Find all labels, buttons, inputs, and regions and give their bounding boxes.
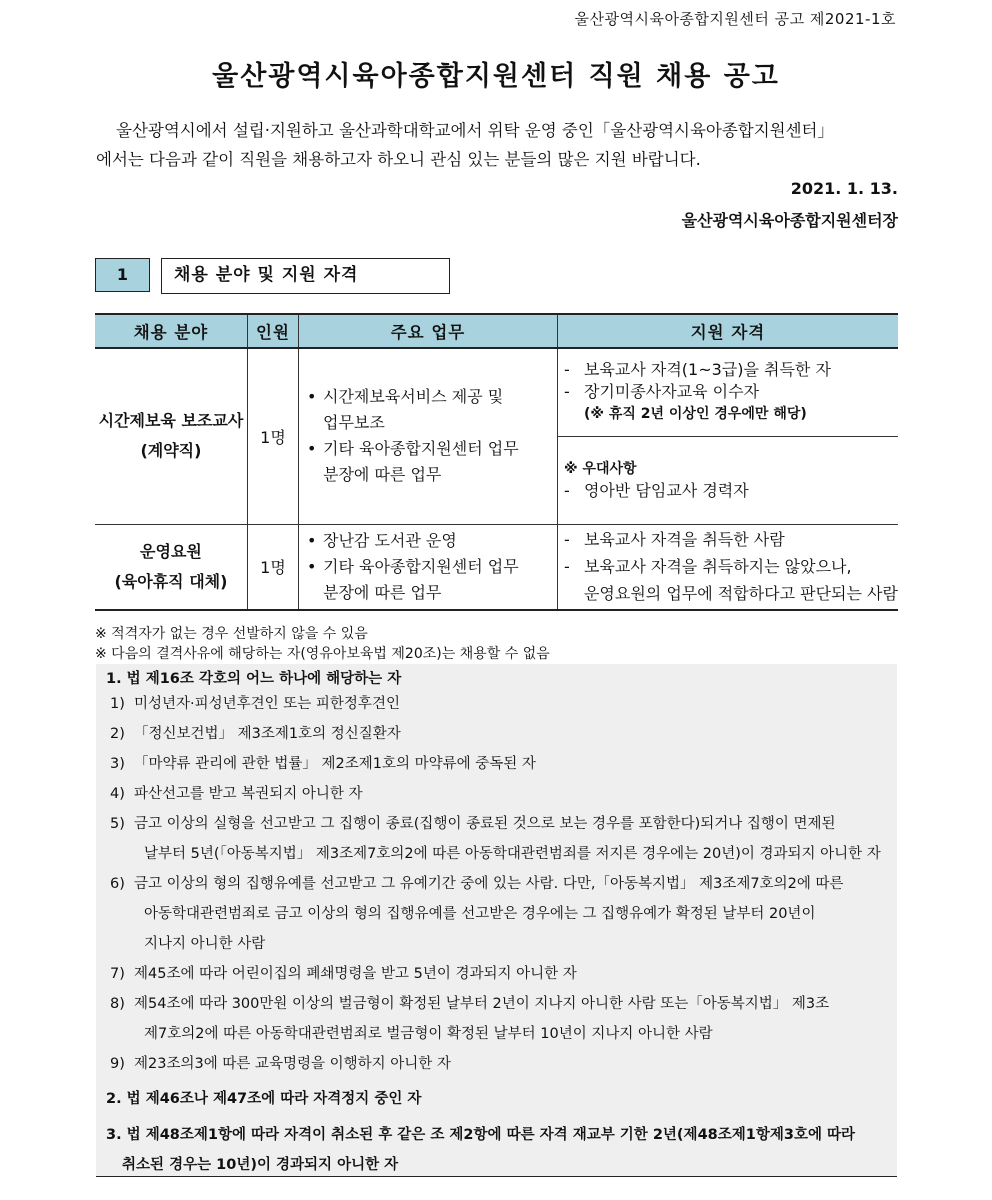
- item-text: 파산선고를 받고 복권되지 아니한 자: [134, 786, 363, 802]
- header-count: 인원: [247, 314, 298, 348]
- duty-text: • 기타 육아종합지원센터 업무: [323, 556, 519, 576]
- list-item: [307, 554, 557, 606]
- item-number: 4): [110, 786, 125, 802]
- notice-date: 2021. 1. 13.: [790, 179, 898, 198]
- item-text: 아동학대관련범죄로 금고 이상의 형의 집행유예를 선고받은 경우에는 그 집행유예가 확정된 날부터 20년이: [144, 906, 816, 922]
- list-item: [110, 959, 887, 989]
- disqualification-heading-2: 2. 법 제46조나 제47조에 따라 자격정지 중인 자: [106, 1091, 422, 1107]
- duty-text: 분장에 따른 업무: [323, 582, 442, 602]
- issuing-organization: 울산광역시육아종합지원센터장: [681, 211, 898, 230]
- list-item: [307, 436, 557, 488]
- item-number: 9): [110, 1056, 125, 1072]
- item-text: 금고 이상의 형의 집행유예를 선고받고 그 유예기간 중에 있는 사람. 다만,「아동복지법」 제3조제7호의2에 따른: [134, 876, 844, 892]
- field-type: (육아휴직 대체): [114, 571, 228, 591]
- header-duties: 주요 업무: [299, 314, 558, 348]
- field-type: (계약직): [140, 441, 202, 461]
- intro-line-2: 에서는 다음과 같이 직원을 채용하고자 하오니 관심 있는 분들의 많은 지원 바랍니다.: [96, 150, 701, 169]
- item-text: 제7호의2에 따른 아동학대관련범죄로 벌금형이 확정된 날부터 10년이 지나지 아니한 사람: [144, 1026, 713, 1042]
- section-title: 채용 분야 및 지원 자격: [161, 258, 450, 294]
- field-name: 시간제보육 보조교사: [98, 411, 244, 431]
- duties-list: [299, 528, 557, 606]
- heading-text: 취소된 경우는 10년)이 경과되지 아니한 자: [122, 1157, 399, 1173]
- header-field: 채용 분야: [95, 314, 247, 348]
- preference-cell: [557, 436, 898, 524]
- heading-text: 3. 법 제48조제1항에 따라 자격이 취소된 후 같은 조 제2항에 따른 자격 재교부 기한 2년(제48조제1항제3호에 따라: [106, 1127, 856, 1143]
- table-row: [95, 348, 898, 436]
- qual-text: 영아반 담임교사 경력자: [583, 481, 749, 500]
- item-text: 금고 이상의 실형을 선고받고 그 집행이 종료(집행이 종료된 것으로 보는 경우를 포함한다)되거나 집행이 면제된: [134, 816, 836, 832]
- intro-line-1: 울산광역시에서 설립·지원하고 울산과학대학교에서 위탁 운영 중인「울산광역시육아종합지원센터」: [116, 121, 834, 140]
- list-item: [110, 779, 887, 809]
- note-no-candidate: ※ 적격자가 없는 경우 선발하지 않을 수 있음: [95, 626, 368, 642]
- list-item: [110, 869, 887, 959]
- item-number: 7): [110, 966, 125, 982]
- qual-note: (※ 휴직 2년 이상인 경우에만 해당): [583, 406, 807, 423]
- duty-text: 업무보조: [323, 413, 385, 433]
- notes: [95, 624, 550, 664]
- duty-text: 분장에 따른 업무: [323, 465, 442, 485]
- duty-text: • 장난감 도서관 운영: [323, 530, 457, 550]
- item-text: 제45조에 따라 어린이집의 폐쇄명령을 받고 5년이 경과되지 아니한 자: [134, 966, 577, 982]
- count-cell: 1명: [247, 348, 298, 524]
- item-text: 「정신보건법」 제3조제1호의 정신질환자: [134, 726, 401, 742]
- qualifications-cell: [557, 524, 898, 610]
- duty-text: • 시간제보육서비스 제공 및: [323, 387, 504, 407]
- item-text: 날부터 5년(「아동복지법」 제3조제7호의2에 따른 아동학대관련범죄를 저지른 경우에는 20년)이 경과되지 아니한 자: [144, 846, 881, 862]
- note-disqualification: ※ 다음의 결격사유에 해당하는 자(영유아보육법 제20조)는 채용할 수 없음: [95, 646, 550, 662]
- list-item: - 보육교사 자격을 취득하지는 않았으나,: [563, 557, 852, 577]
- header-qualifications: 지원 자격: [557, 314, 898, 348]
- item-text: 제23조의3에 따른 교육명령을 이행하지 아니한 자: [134, 1056, 451, 1072]
- list-item: [307, 528, 557, 554]
- item-number: 5): [110, 816, 125, 832]
- duty-text: • 기타 육아종합지원센터 업무: [323, 439, 519, 459]
- qual-text: 보육교사 자격을 취득하지는 않았으나,: [583, 557, 852, 577]
- list-item: - 보육교사 자격(1~3급)을 취득한 자: [563, 360, 831, 380]
- list-item: - 장기미종사자교육 이수자: [563, 382, 760, 402]
- field-cell: [95, 524, 247, 610]
- item-text: 「마약류 관리에 관한 법률」 제2조제1호의 마약류에 중독된 자: [134, 756, 536, 772]
- list-item: [110, 689, 887, 719]
- table-header-row: [95, 314, 898, 348]
- item-number: 8): [110, 996, 125, 1012]
- list-item: [110, 989, 887, 1049]
- recruitment-table: [95, 313, 898, 611]
- notice-number: 울산광역시육아종합지원센터 공고 제2021-1호: [574, 10, 896, 28]
- intro-paragraph: [96, 116, 898, 174]
- list-item: - 보육교사 자격을 취득한 사람: [563, 530, 785, 550]
- item-text: 지나지 아니한 사람: [144, 936, 266, 952]
- disqualification-heading-3: [106, 1120, 887, 1180]
- preference-title: ※ 우대사항: [563, 461, 637, 477]
- list-item: [110, 749, 887, 779]
- disqualification-heading-1: 1. 법 제16조 각호의 어느 하나에 해당하는 자: [106, 671, 402, 687]
- list-item: [110, 809, 887, 869]
- duties-cell: [299, 524, 558, 610]
- disqualification-box: [96, 664, 897, 1177]
- list-item: [307, 384, 557, 436]
- qualifications-cell: [557, 348, 898, 436]
- qual-text: 보육교사 자격(1~3급)을 취득한 자: [583, 360, 831, 380]
- section-number: 1: [95, 258, 150, 292]
- field-name: 운영요원: [140, 541, 202, 561]
- item-text: 미성년자·피성년후견인 또는 피한정후견인: [134, 696, 400, 712]
- item-number: 3): [110, 756, 125, 772]
- count-cell: 1명: [247, 524, 298, 610]
- duties-list: [299, 384, 557, 488]
- list-item: - 영아반 담임교사 경력자: [563, 481, 749, 500]
- item-number: 2): [110, 726, 125, 742]
- page-title: 울산광역시육아종합지원센터 직원 채용 공고: [212, 61, 780, 92]
- item-number: 6): [110, 876, 125, 892]
- list-item: [110, 1049, 887, 1079]
- field-cell: [95, 348, 247, 524]
- item-number: 1): [110, 696, 125, 712]
- table-row: [95, 524, 898, 610]
- duties-cell: [299, 348, 558, 524]
- qual-text: 보육교사 자격을 취득한 사람: [583, 530, 785, 550]
- item-text: 제54조에 따라 300만원 이상의 벌금형이 확정된 날부터 2년이 지나지 아니한 사람 또는「아동복지법」 제3조: [134, 996, 830, 1012]
- qual-text: 장기미종사자교육 이수자: [583, 382, 760, 402]
- qual-text: 운영요원의 업무에 적합하다고 판단되는 사람: [583, 584, 898, 604]
- list-item: [110, 719, 887, 749]
